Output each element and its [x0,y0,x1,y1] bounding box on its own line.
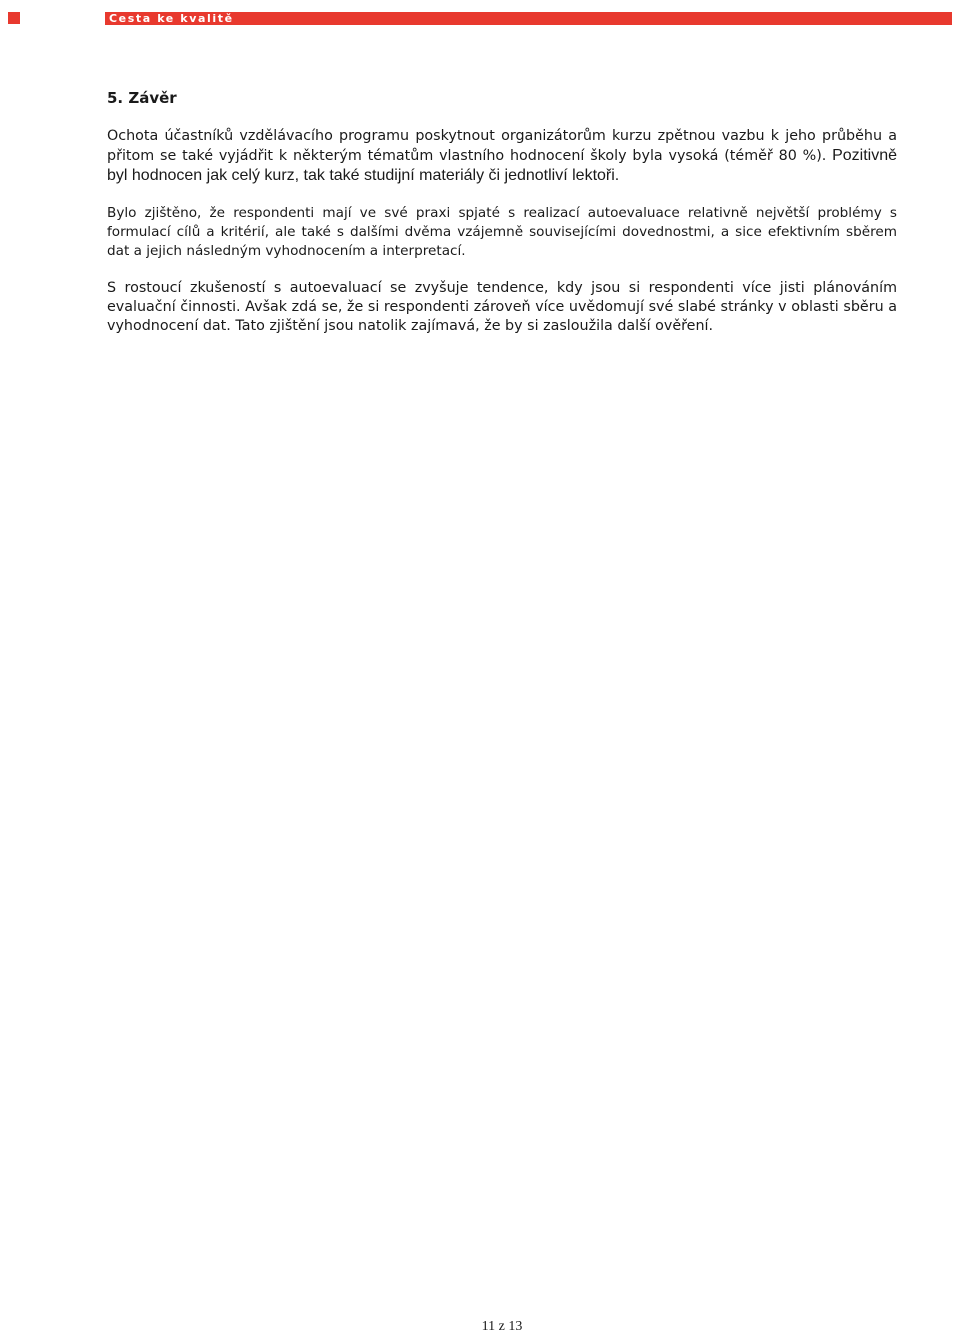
page-number: 11 z 13 [481,1319,523,1334]
header-title: Cesta ke kvalitě [109,12,234,25]
header-banner [105,12,952,25]
header-logo-square [8,12,20,24]
paragraph-1 [107,127,897,186]
paragraph-1-tail: Pozitivně byl hodnocen jak celý kurz, tak také studijní materiály či jednotliví lektoři. [107,147,898,184]
section-heading: 5. Závěr [107,89,177,107]
paragraph-1-main: Ochota účastníků vzdělávacího programu poskytnout organizátorům kurzu zpětnou vazbu k jeho průběhu a přitom se také vyjádřit k některým tématům vlastního hodnocení školy byla vysoká (téměř 80 %). [107,128,897,164]
paragraph-3: S rostoucí zkušeností s autoevaluací se zvyšuje tendence, kdy jsou si respondenti více jisti plánováním evaluační činnosti. Avšak zdá se, že si respondenti zároveň více uvědomují své slabé stránky v oblasti sběru a vyhodnocení dat. Tato zjištění jsou natolik zajímavá, že by si zasloužila další ověření. [107,280,897,334]
paragraph-2: Bylo zjištěno, že respondenti mají ve své praxi spjaté s realizací autoevaluace relativně největší problémy s formulací cílů a kritérií, ale také s dalšími dvěma vzájemně souvisejícími dovednostmi, a sice efektivním sběrem dat a jejich následným vyhodnocením a interpretací. [107,205,897,259]
document-body [107,88,897,336]
